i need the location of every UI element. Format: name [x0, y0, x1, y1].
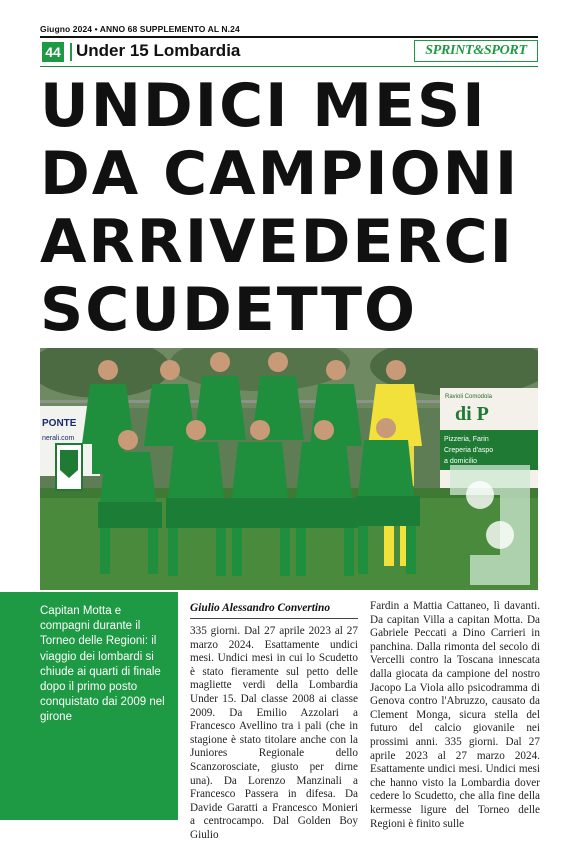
headline-line-2: DA CAMPIONI [40, 139, 520, 209]
page-number: 44 [42, 42, 64, 62]
photo-caption-box [0, 592, 178, 820]
banner-right-line-4: a domicilio [444, 458, 478, 465]
author-byline: Giulio Alessandro Convertino [190, 602, 331, 614]
section-divider [70, 43, 72, 61]
headline-line-4: SCUDETTO [40, 275, 417, 345]
section-header [40, 36, 538, 68]
section-title: Under 15 Lombardia [76, 41, 241, 60]
article-column-2: Fardin a Mattia Cattaneo, lì davanti. Da capitan Villa a capitan Motta. Da Gabriele Peccati a Dino Carrieri in panchina. Dalla rimonta del secolo di Vercelli contro la Toscana innescata dalla giocata da campione del nostro Jacopo La Viola allo psicodramma di Genova contro l'Abruzzo, causato da Clement Monga, sicura stella del futuro del calcio giovanile nei prossimi anni. 335 giorni. Dal 27 aprile 2023 al 27 marzo 2024. Esattamente undici mesi. Undici mesi che hanno visto la Lombardia dover cedere lo Scudetto, che alla fine della kermesse ligure del Torneo delle Regioni è finito sulle [370, 600, 540, 830]
issue-line: Giugno 2024 • ANNO 68 SUPPLEMENTO AL N.24 [40, 24, 240, 34]
banner-right-line-3: Creperia d'aspo [444, 447, 494, 454]
banner-right-line-2: Pizzeria, Farin [444, 436, 489, 443]
banner-left-subtext: nerali.com [42, 435, 75, 442]
banner-right-top-text: Ravioli Comodola [445, 394, 493, 400]
photo-caption: Capitan Motta e compagni durante il Torneo delle Regioni: il viaggio dei lombardi si chiude ai quarti di finale dopo il primo posto conquistato dai 2009 nel girone [40, 605, 165, 724]
article-column-1: 335 giorni. Dal 27 aprile 2023 al 27 marzo 2024. Esattamente undici mesi. Undici mesi in cui lo Scudetto è stato fieramente sul petto delle magliette verdi della Lombardia Under 15. Dal classe 2008 ai classe 2009. Da Emilio Azzolari a Francesco Avellino tra i pali (che in stagione è stato titolare anche con la Juniores Regionale dello Scanzorosciate, giusto per dirne una). Da Lorenzo Manzinali a Francesco Passera in difesa. Da Davide Garatti a Francesco Monieri a centrocampo. Dal Golden Boy Giulio [190, 625, 358, 841]
header-rule [40, 66, 538, 67]
banner-right-text: di P [455, 403, 489, 425]
headline [40, 72, 550, 344]
headline-line-1: UNDICI MESI [40, 71, 487, 141]
headline-line-3: ARRIVEDERCI [40, 207, 514, 277]
brand-logo: SPRINT&SPORT [414, 40, 538, 62]
byline-rule [190, 618, 358, 619]
banner-left-text: PONTE [42, 418, 77, 429]
watermark-graphic [430, 455, 540, 605]
